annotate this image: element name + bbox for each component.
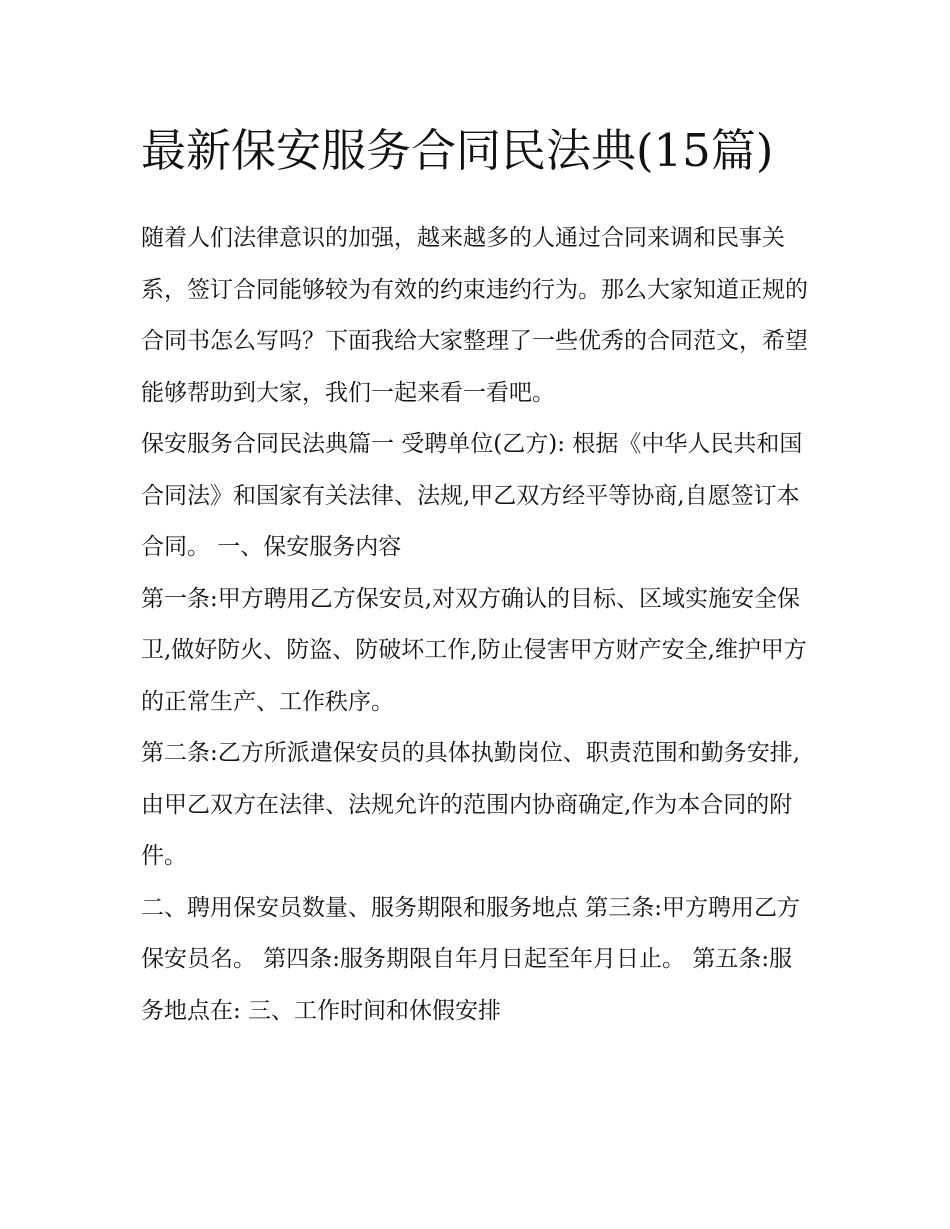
paragraph-contract-opening: 保安服务合同民法典篇一 受聘单位(乙方): 根据《中华人民共和国合同法》和国家有关法律、法规,甲乙双方经平等协商,自愿签订本合同。 一、保安服务内容 [141, 431, 803, 560]
paragraph-section-2: 二、聘用保安员数量、服务期限和服务地点 第三条:甲方聘用乙方保安员名。 第四条:服务期限自年月日起至年月日止。 第五条:服务地点在: 三、工作时间和休假安排 [141, 894, 801, 1024]
document-title: 最新保安服务合同民法典(15篇) [141, 124, 774, 177]
paragraph-intro: 随着人们法律意识的加强，越来越多的人通过合同来调和民事关系，签订合同能够较为有效的约束违约行为。那么大家知道正规的合同书怎么写吗？下面我给大家整理了一些优秀的合同范文，希望能够帮助到大家，我们一起来看一看吧。 [141, 225, 808, 406]
paragraph-article-1: 第一条:甲方聘用乙方保安员,对双方确认的目标、区域实施安全保卫,做好防火、防盗、防破坏工作,防止侵害甲方财产安全,维护甲方的正常生产、工作秩序。 [141, 585, 807, 715]
document-body [141, 112, 813, 1037]
paragraph-article-2: 第二条:乙方所派遣保安员的具体执勤岗位、职责范围和勤务安排,由甲乙双方在法律、法规允许的范围内协商确定,作为本合同的附件。 [141, 740, 801, 869]
